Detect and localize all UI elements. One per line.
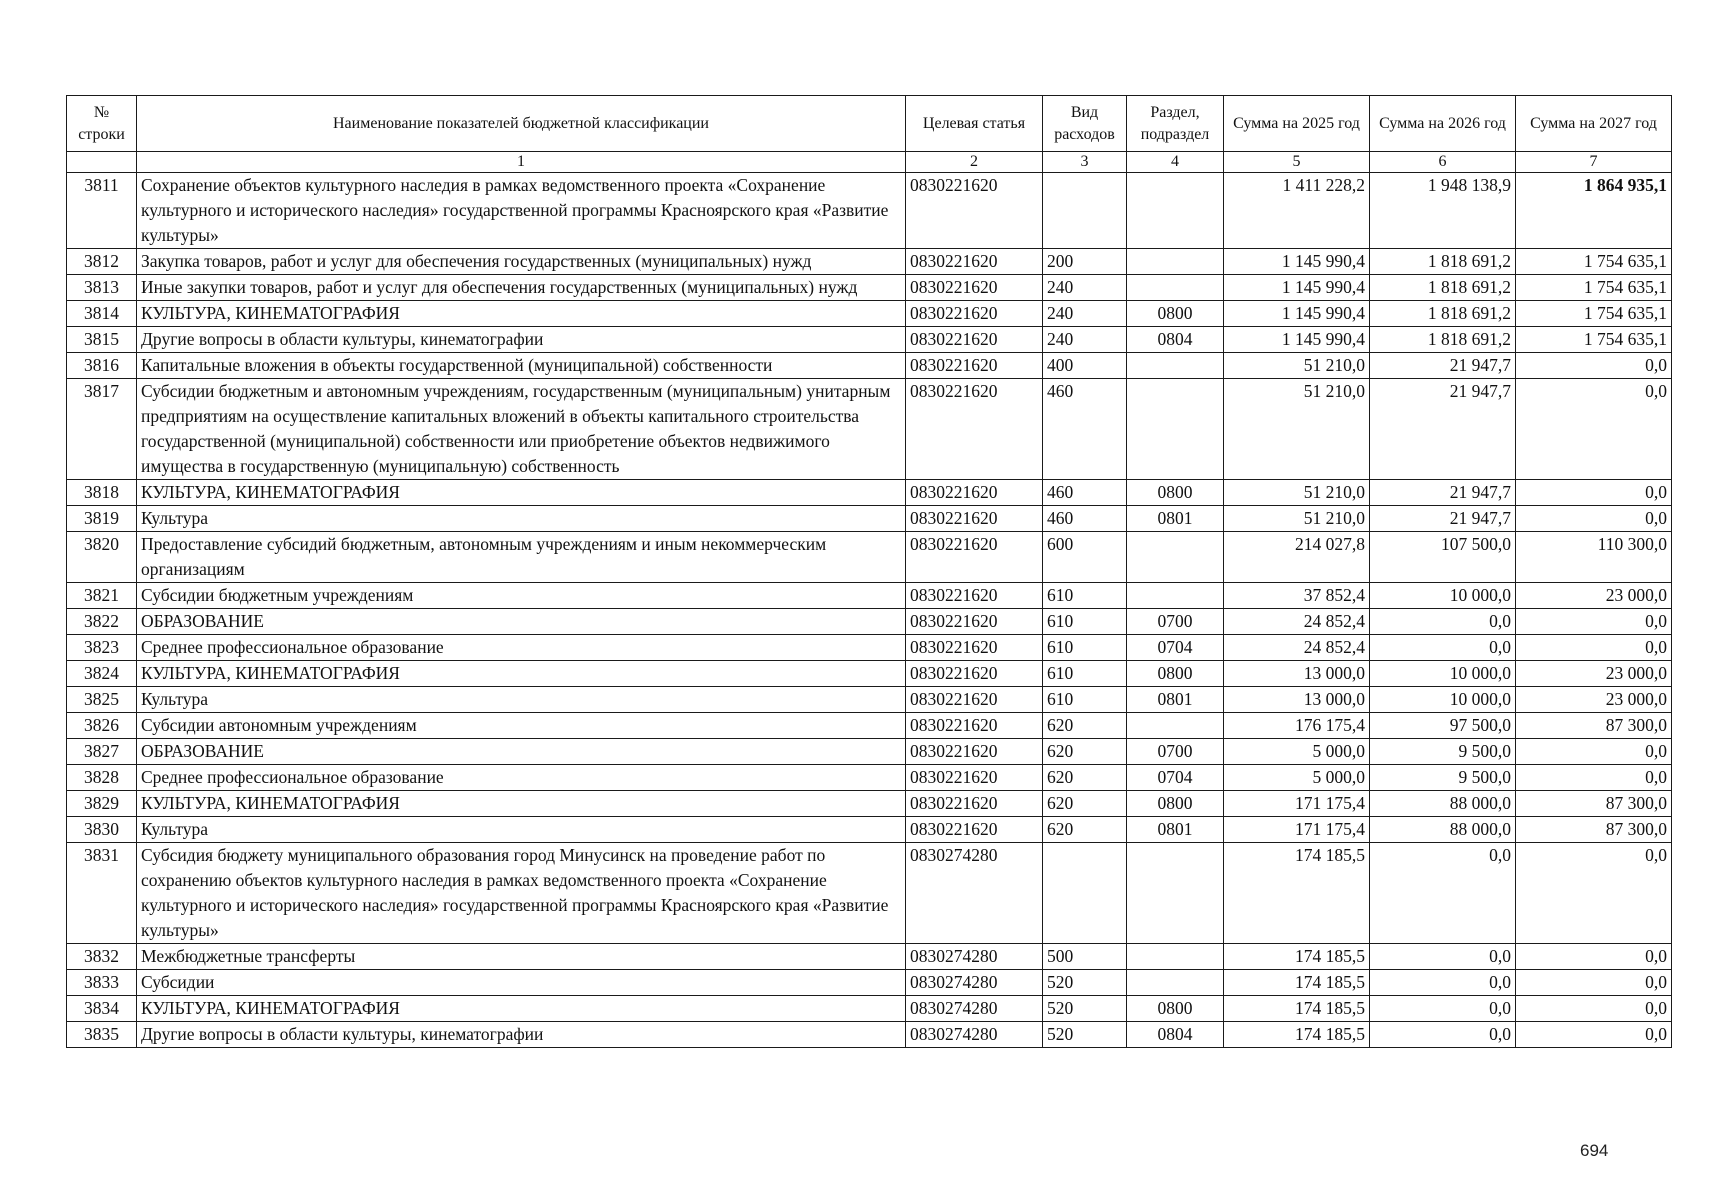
indicator-name: Среднее профессиональное образование <box>137 765 906 791</box>
sum-2027: 0,0 <box>1516 480 1672 506</box>
section-code: 0801 <box>1127 506 1224 532</box>
section-code: 0700 <box>1127 739 1224 765</box>
sum-2025: 51 210,0 <box>1224 353 1370 379</box>
expense-type: 610 <box>1043 687 1127 713</box>
expense-type: 200 <box>1043 249 1127 275</box>
table-row <box>67 687 1672 713</box>
indicator-name: Другие вопросы в области культуры, кинематографии <box>137 327 906 353</box>
target-article: 0830221620 <box>906 791 1043 817</box>
expense-type: 620 <box>1043 791 1127 817</box>
sum-2025: 174 185,5 <box>1224 1022 1370 1048</box>
expense-type: 620 <box>1043 739 1127 765</box>
sum-2026: 21 947,7 <box>1370 480 1516 506</box>
sum-2027: 0,0 <box>1516 996 1672 1022</box>
sum-2025: 174 185,5 <box>1224 944 1370 970</box>
expense-type: 610 <box>1043 609 1127 635</box>
target-article: 0830221620 <box>906 817 1043 843</box>
row-number: 3827 <box>67 739 137 765</box>
indicator-name: Иные закупки товаров, работ и услуг для обеспечения государственных (муниципальных) нужд <box>137 275 906 301</box>
sum-2025: 5 000,0 <box>1224 765 1370 791</box>
target-article: 0830221620 <box>906 327 1043 353</box>
expense-type: 240 <box>1043 327 1127 353</box>
section-code <box>1127 843 1224 944</box>
section-code <box>1127 713 1224 739</box>
sum-2027: 1 864 935,1 <box>1516 173 1672 249</box>
indicator-name: Закупка товаров, работ и услуг для обеспечения государственных (муниципальных) нужд <box>137 249 906 275</box>
row-number: 3823 <box>67 635 137 661</box>
sum-2027: 0,0 <box>1516 765 1672 791</box>
expense-type: 500 <box>1043 944 1127 970</box>
expense-type: 240 <box>1043 275 1127 301</box>
sum-2027: 23 000,0 <box>1516 583 1672 609</box>
indicator-name: Культура <box>137 687 906 713</box>
sum-2025: 1 145 990,4 <box>1224 275 1370 301</box>
table-row <box>67 996 1672 1022</box>
sum-2025: 176 175,4 <box>1224 713 1370 739</box>
section-code <box>1127 583 1224 609</box>
sum-2026: 88 000,0 <box>1370 791 1516 817</box>
expense-type: 610 <box>1043 635 1127 661</box>
row-number: 3817 <box>67 379 137 480</box>
row-number: 3822 <box>67 609 137 635</box>
column-number: 2 <box>906 152 1043 173</box>
sum-2026: 0,0 <box>1370 970 1516 996</box>
column-number: 7 <box>1516 152 1672 173</box>
indicator-name: КУЛЬТУРА, КИНЕМАТОГРАФИЯ <box>137 661 906 687</box>
expense-type: 610 <box>1043 661 1127 687</box>
sum-2026: 10 000,0 <box>1370 583 1516 609</box>
section-code: 0700 <box>1127 609 1224 635</box>
indicator-name: Межбюджетные трансферты <box>137 944 906 970</box>
expense-type: 620 <box>1043 765 1127 791</box>
header-indicator-name: Наименование показателей бюджетной классификации <box>137 96 906 152</box>
section-code <box>1127 173 1224 249</box>
header-expense-type: Вид расходов <box>1043 96 1127 152</box>
sum-2025: 174 185,5 <box>1224 843 1370 944</box>
target-article: 0830221620 <box>906 661 1043 687</box>
row-number: 3826 <box>67 713 137 739</box>
row-number: 3829 <box>67 791 137 817</box>
indicator-name: Культура <box>137 506 906 532</box>
target-article: 0830221620 <box>906 275 1043 301</box>
indicator-name: Культура <box>137 817 906 843</box>
target-article: 0830221620 <box>906 480 1043 506</box>
table-row <box>67 1022 1672 1048</box>
section-code <box>1127 275 1224 301</box>
table-row <box>67 301 1672 327</box>
expense-type: 400 <box>1043 353 1127 379</box>
table-row <box>67 506 1672 532</box>
budget-table <box>66 95 1672 1048</box>
row-number: 3832 <box>67 944 137 970</box>
expense-type: 600 <box>1043 532 1127 583</box>
row-number: 3813 <box>67 275 137 301</box>
sum-2027: 0,0 <box>1516 379 1672 480</box>
table-row <box>67 843 1672 944</box>
target-article: 0830221620 <box>906 249 1043 275</box>
column-number-row <box>67 152 1672 173</box>
indicator-name: ОБРАЗОВАНИЕ <box>137 739 906 765</box>
indicator-name: Субсидии автономным учреждениям <box>137 713 906 739</box>
sum-2026: 1 818 691,2 <box>1370 275 1516 301</box>
target-article: 0830221620 <box>906 739 1043 765</box>
column-number: 4 <box>1127 152 1224 173</box>
indicator-name: Предоставление субсидий бюджетным, автономным учреждениям и иным некоммерческим организациям <box>137 532 906 583</box>
table-row <box>67 817 1672 843</box>
sum-2026: 0,0 <box>1370 1022 1516 1048</box>
column-number: 1 <box>137 152 906 173</box>
sum-2026: 0,0 <box>1370 843 1516 944</box>
table-row <box>67 249 1672 275</box>
sum-2027: 0,0 <box>1516 843 1672 944</box>
section-code: 0804 <box>1127 1022 1224 1048</box>
sum-2027: 110 300,0 <box>1516 532 1672 583</box>
sum-2026: 0,0 <box>1370 609 1516 635</box>
target-article: 0830221620 <box>906 173 1043 249</box>
expense-type: 610 <box>1043 583 1127 609</box>
sum-2027: 1 754 635,1 <box>1516 301 1672 327</box>
table-row <box>67 379 1672 480</box>
section-code <box>1127 353 1224 379</box>
sum-2025: 13 000,0 <box>1224 687 1370 713</box>
sum-2026: 0,0 <box>1370 635 1516 661</box>
table-row <box>67 944 1672 970</box>
sum-2025: 1 145 990,4 <box>1224 327 1370 353</box>
sum-2025: 174 185,5 <box>1224 970 1370 996</box>
table-row <box>67 609 1672 635</box>
header-sum-2027: Сумма на 2027 год <box>1516 96 1672 152</box>
expense-type: 240 <box>1043 301 1127 327</box>
table-row <box>67 791 1672 817</box>
header-sum-2025: Сумма на 2025 год <box>1224 96 1370 152</box>
target-article: 0830221620 <box>906 687 1043 713</box>
indicator-name: Субсидии бюджетным и автономным учреждениям, государственным (муниципальным) унитарным предприятиям на осуществление капитальных вложений в объекты капитального строительства государственной (муниципальной) собственности или приобретение объектов недвижимого имущества в государственную (муниципальную) собственность <box>137 379 906 480</box>
section-code: 0804 <box>1127 327 1224 353</box>
sum-2026: 10 000,0 <box>1370 661 1516 687</box>
indicator-name: Сохранение объектов культурного наследия в рамках ведомственного проекта «Сохранение культурного и исторического наследия» государственной программы Красноярского края «Развитие культуры» <box>137 173 906 249</box>
header-target-article: Целевая статья <box>906 96 1043 152</box>
expense-type: 520 <box>1043 996 1127 1022</box>
sum-2026: 9 500,0 <box>1370 739 1516 765</box>
expense-type: 460 <box>1043 379 1127 480</box>
section-code: 0800 <box>1127 480 1224 506</box>
table-row <box>67 353 1672 379</box>
indicator-name: Среднее профессиональное образование <box>137 635 906 661</box>
indicator-name: КУЛЬТУРА, КИНЕМАТОГРАФИЯ <box>137 480 906 506</box>
sum-2026: 0,0 <box>1370 996 1516 1022</box>
sum-2027: 87 300,0 <box>1516 817 1672 843</box>
expense-type: 520 <box>1043 970 1127 996</box>
target-article: 0830274280 <box>906 944 1043 970</box>
sum-2027: 1 754 635,1 <box>1516 275 1672 301</box>
indicator-name: КУЛЬТУРА, КИНЕМАТОГРАФИЯ <box>137 301 906 327</box>
sum-2025: 1 145 990,4 <box>1224 301 1370 327</box>
row-number: 3821 <box>67 583 137 609</box>
indicator-name: Другие вопросы в области культуры, кинематографии <box>137 1022 906 1048</box>
sum-2027: 0,0 <box>1516 1022 1672 1048</box>
target-article: 0830221620 <box>906 301 1043 327</box>
budget-table-container <box>66 95 1672 1048</box>
page-number: 694 <box>1580 1141 1609 1160</box>
sum-2026: 1 818 691,2 <box>1370 327 1516 353</box>
sum-2027: 87 300,0 <box>1516 713 1672 739</box>
indicator-name: Капитальные вложения в объекты государственной (муниципальной) собственности <box>137 353 906 379</box>
sum-2025: 1 411 228,2 <box>1224 173 1370 249</box>
section-code: 0800 <box>1127 996 1224 1022</box>
table-row <box>67 661 1672 687</box>
sum-2026: 1 948 138,9 <box>1370 173 1516 249</box>
sum-2026: 10 000,0 <box>1370 687 1516 713</box>
table-row <box>67 275 1672 301</box>
table-body <box>67 173 1672 1048</box>
target-article: 0830274280 <box>906 1022 1043 1048</box>
sum-2026: 1 818 691,2 <box>1370 249 1516 275</box>
sum-2025: 13 000,0 <box>1224 661 1370 687</box>
target-article: 0830221620 <box>906 353 1043 379</box>
row-number: 3831 <box>67 843 137 944</box>
sum-2027: 0,0 <box>1516 609 1672 635</box>
sum-2027: 0,0 <box>1516 506 1672 532</box>
table-row <box>67 532 1672 583</box>
indicator-name: КУЛЬТУРА, КИНЕМАТОГРАФИЯ <box>137 791 906 817</box>
table-row <box>67 583 1672 609</box>
sum-2026: 21 947,7 <box>1370 506 1516 532</box>
expense-type: 460 <box>1043 480 1127 506</box>
section-code <box>1127 532 1224 583</box>
sum-2027: 87 300,0 <box>1516 791 1672 817</box>
target-article: 0830274280 <box>906 970 1043 996</box>
row-number: 3824 <box>67 661 137 687</box>
sum-2026: 1 818 691,2 <box>1370 301 1516 327</box>
row-number: 3820 <box>67 532 137 583</box>
row-number: 3833 <box>67 970 137 996</box>
sum-2025: 214 027,8 <box>1224 532 1370 583</box>
row-number: 3818 <box>67 480 137 506</box>
section-code <box>1127 944 1224 970</box>
section-code: 0801 <box>1127 817 1224 843</box>
expense-type: 620 <box>1043 817 1127 843</box>
section-code <box>1127 379 1224 480</box>
sum-2027: 0,0 <box>1516 353 1672 379</box>
sum-2027: 0,0 <box>1516 970 1672 996</box>
target-article: 0830274280 <box>906 996 1043 1022</box>
table-row <box>67 173 1672 249</box>
sum-2026: 107 500,0 <box>1370 532 1516 583</box>
expense-type: 620 <box>1043 713 1127 739</box>
sum-2026: 97 500,0 <box>1370 713 1516 739</box>
section-code: 0800 <box>1127 661 1224 687</box>
table-row <box>67 713 1672 739</box>
target-article: 0830221620 <box>906 532 1043 583</box>
row-number: 3811 <box>67 173 137 249</box>
sum-2025: 24 852,4 <box>1224 609 1370 635</box>
expense-type: 520 <box>1043 1022 1127 1048</box>
column-number: 5 <box>1224 152 1370 173</box>
sum-2027: 0,0 <box>1516 635 1672 661</box>
sum-2025: 51 210,0 <box>1224 480 1370 506</box>
indicator-name: Субсидии бюджетным учреждениям <box>137 583 906 609</box>
row-number: 3815 <box>67 327 137 353</box>
target-article: 0830221620 <box>906 635 1043 661</box>
target-article: 0830221620 <box>906 765 1043 791</box>
expense-type: 460 <box>1043 506 1127 532</box>
target-article: 0830221620 <box>906 506 1043 532</box>
row-number: 3834 <box>67 996 137 1022</box>
sum-2025: 171 175,4 <box>1224 791 1370 817</box>
row-number: 3830 <box>67 817 137 843</box>
section-code: 0800 <box>1127 301 1224 327</box>
table-row <box>67 970 1672 996</box>
table-row <box>67 739 1672 765</box>
row-number: 3812 <box>67 249 137 275</box>
sum-2026: 21 947,7 <box>1370 353 1516 379</box>
section-code: 0800 <box>1127 791 1224 817</box>
table-row <box>67 765 1672 791</box>
target-article: 0830221620 <box>906 379 1043 480</box>
target-article: 0830221620 <box>906 583 1043 609</box>
sum-2027: 23 000,0 <box>1516 661 1672 687</box>
sum-2026: 88 000,0 <box>1370 817 1516 843</box>
row-number: 3814 <box>67 301 137 327</box>
sum-2026: 21 947,7 <box>1370 379 1516 480</box>
table-row <box>67 635 1672 661</box>
target-article: 0830221620 <box>906 609 1043 635</box>
sum-2025: 51 210,0 <box>1224 506 1370 532</box>
sum-2027: 23 000,0 <box>1516 687 1672 713</box>
table-row <box>67 327 1672 353</box>
sum-2026: 9 500,0 <box>1370 765 1516 791</box>
indicator-name: Субсидия бюджету муниципального образования город Минусинск на проведение работ по сохранению объектов культурного наследия в рамках ведомственного проекта «Сохранение культурного и исторического наследия» государственной программы Красноярского края «Развитие культуры» <box>137 843 906 944</box>
indicator-name: КУЛЬТУРА, КИНЕМАТОГРАФИЯ <box>137 996 906 1022</box>
header-section: Раздел, подраздел <box>1127 96 1224 152</box>
row-number: 3828 <box>67 765 137 791</box>
sum-2025: 51 210,0 <box>1224 379 1370 480</box>
sum-2027: 1 754 635,1 <box>1516 249 1672 275</box>
row-number: 3819 <box>67 506 137 532</box>
row-number: 3816 <box>67 353 137 379</box>
section-code <box>1127 249 1224 275</box>
column-number: 3 <box>1043 152 1127 173</box>
expense-type <box>1043 173 1127 249</box>
sum-2027: 1 754 635,1 <box>1516 327 1672 353</box>
sum-2025: 5 000,0 <box>1224 739 1370 765</box>
target-article: 0830221620 <box>906 713 1043 739</box>
column-number: 6 <box>1370 152 1516 173</box>
sum-2025: 24 852,4 <box>1224 635 1370 661</box>
expense-type <box>1043 843 1127 944</box>
section-code: 0704 <box>1127 635 1224 661</box>
row-number: 3835 <box>67 1022 137 1048</box>
sum-2025: 37 852,4 <box>1224 583 1370 609</box>
column-number <box>67 152 137 173</box>
header-row <box>67 96 1672 152</box>
header-sum-2026: Сумма на 2026 год <box>1370 96 1516 152</box>
section-code: 0801 <box>1127 687 1224 713</box>
sum-2025: 1 145 990,4 <box>1224 249 1370 275</box>
sum-2027: 0,0 <box>1516 944 1672 970</box>
table-row <box>67 480 1672 506</box>
sum-2026: 0,0 <box>1370 944 1516 970</box>
indicator-name: Субсидии <box>137 970 906 996</box>
section-code <box>1127 970 1224 996</box>
sum-2025: 171 175,4 <box>1224 817 1370 843</box>
indicator-name: ОБРАЗОВАНИЕ <box>137 609 906 635</box>
row-number: 3825 <box>67 687 137 713</box>
sum-2027: 0,0 <box>1516 739 1672 765</box>
target-article: 0830274280 <box>906 843 1043 944</box>
sum-2025: 174 185,5 <box>1224 996 1370 1022</box>
section-code: 0704 <box>1127 765 1224 791</box>
header-row-number: № строки <box>67 96 137 152</box>
